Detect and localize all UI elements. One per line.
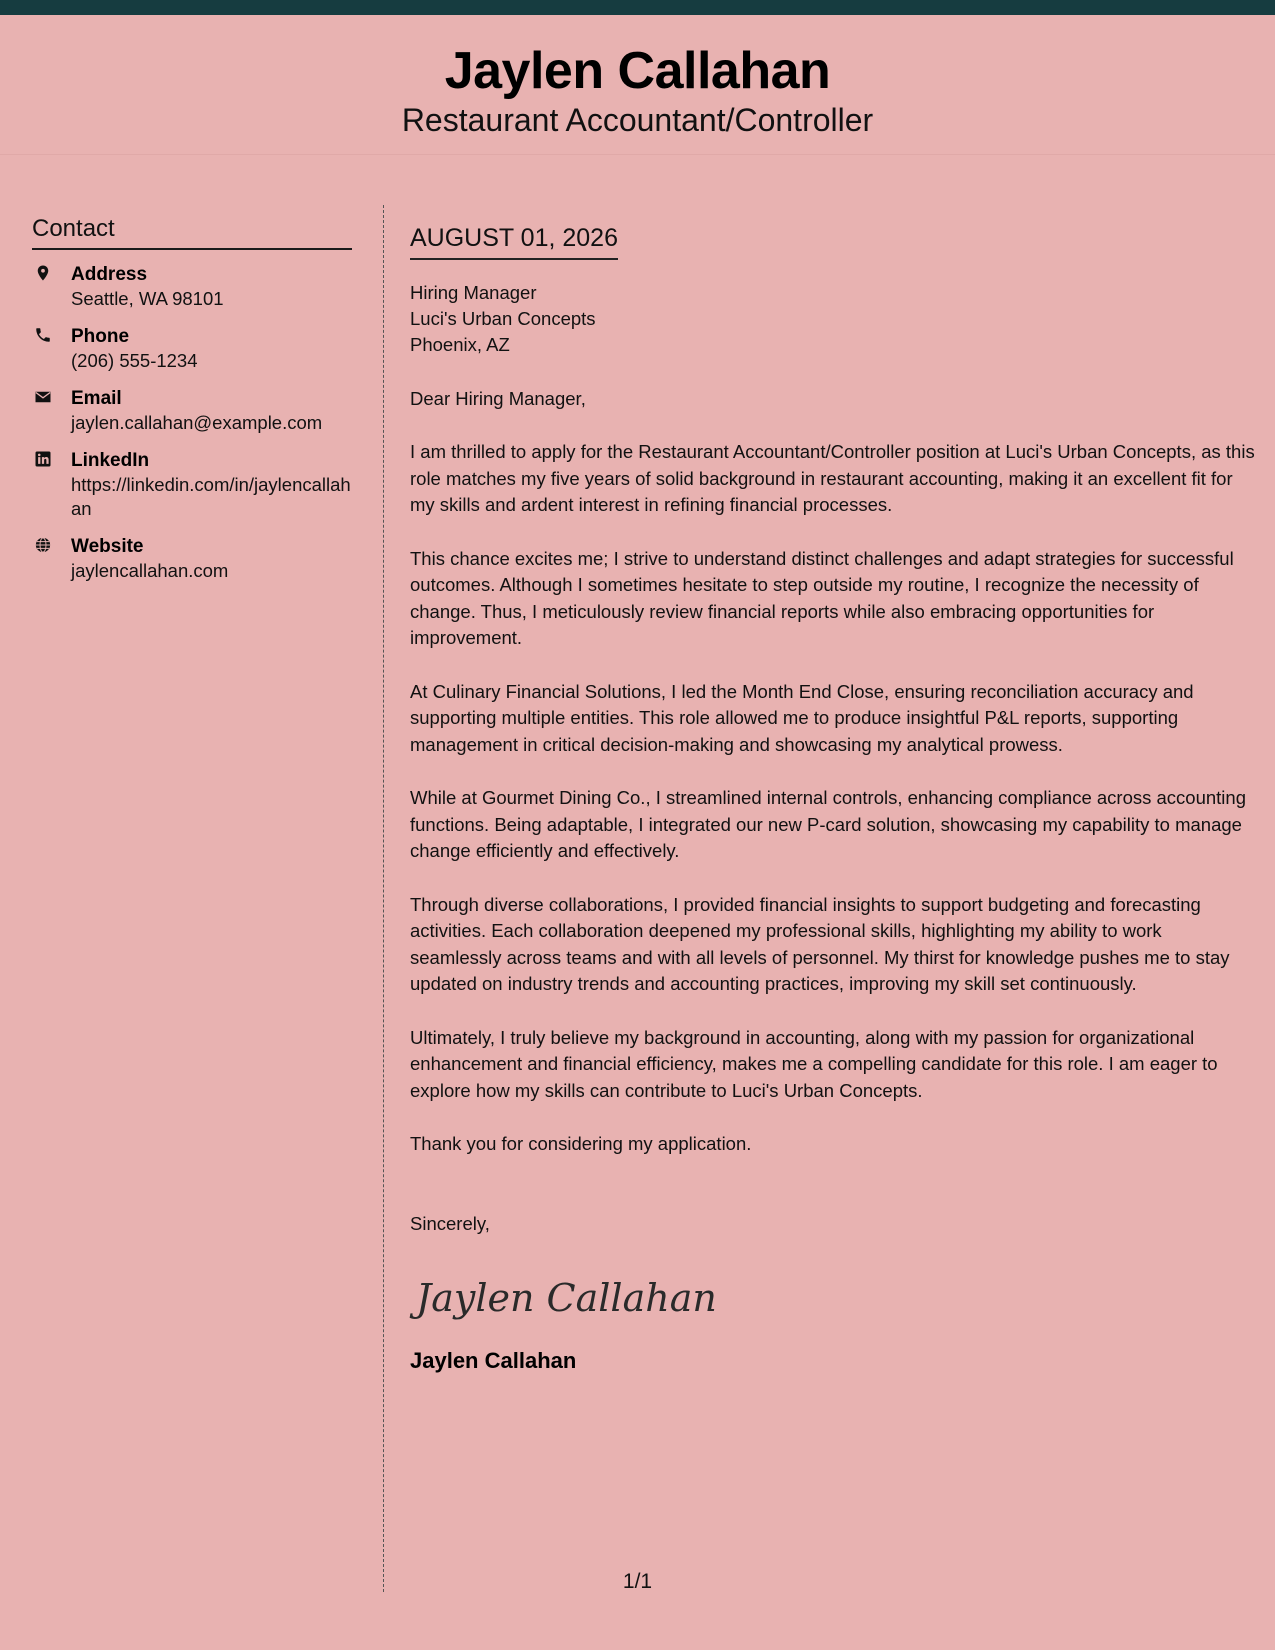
globe-icon (34, 536, 52, 554)
letter-paragraph: Ultimately, I truly believe my background in accounting, along with my passion for organizational enhancement and financial efficiency, makes me a compelling candidate for this role. I am eager to explore how my skills can contribute to Luci's Urban Concepts. (410, 1026, 1218, 1101)
contact-item-phone (32, 324, 352, 373)
letter-paragraph: I am thrilled to apply for the Restaurant Accountant/Controller position at Luci's Urban Concepts, as this role matches my five years of solid background in restaurant accounting, making it an excellent fit for my skills and ardent interest in refining financial processes. (410, 441, 1255, 515)
letter-paragraph: Through diverse collaborations, I provided financial insights to support budgeting and forecasting activities. Each collaboration deepened my professional skills, highlighting my ability to work seamlessly across teams and with all levels of personnel. My thirst for knowledge pushes me to stay updated on industry trends and accounting practices, improving my skill set continuously. (410, 893, 1230, 994)
salutation: Dear Hiring Manager, (410, 388, 586, 409)
signature-text: Jaylen Callahan (416, 1275, 717, 1320)
contact-label: Phone (71, 325, 130, 347)
map-pin-icon (34, 264, 52, 282)
contact-value: jaylen.callahan@example.com (71, 411, 323, 433)
column-divider (383, 205, 384, 1592)
contact-value: (206) 555-1234 (71, 349, 198, 371)
letter-paragraph: At Culinary Financial Solutions, I led the Month End Close, ensuring reconciliation accuracy and supporting multiple entities. This role allowed me to produce insightful P&L reports, supporting management in critical decision-making and showcasing my analytical prowess. (410, 680, 1194, 755)
signed-name: Jaylen Callahan (410, 1347, 577, 1373)
resume-header (0, 15, 1275, 155)
contact-item-linkedin (32, 448, 352, 521)
contact-value[interactable]: https://linkedin.com/in/jaylencallahan (71, 473, 351, 519)
job-title: Restaurant Accountant/Controller (401, 102, 874, 138)
linkedin-icon (34, 450, 52, 468)
letter-paragraph: Thank you for considering my application. (410, 1133, 752, 1154)
contact-label: Address (71, 263, 148, 285)
letter-paragraph: This chance excites me; I strive to understand distinct challenges and adapt strategies for successful outcomes. Although I sometimes hesitate to step outside my routine, I recognize the necessity of change. Thus, I meticulously review financial reports while also embracing opportunities for improvement. (410, 547, 1234, 648)
contact-item-address (32, 262, 352, 311)
letter-body (410, 222, 1255, 1375)
letter-paragraph: While at Gourmet Dining Co., I streamlined internal controls, enhancing compliance across accounting functions. Being adaptable, I integrated our new P-card solution, showcasing my capability to manage change efficiently and effectively. (410, 787, 1246, 861)
phone-icon (34, 326, 52, 344)
page-number: 1/1 (622, 1570, 653, 1593)
contact-label: LinkedIn (71, 449, 150, 471)
contact-label: Website (71, 535, 144, 557)
applicant-name: Jaylen Callahan (444, 42, 831, 100)
contact-item-website (32, 534, 352, 583)
recipient-line: Hiring Manager (410, 282, 537, 303)
contact-value: Seattle, WA 98101 (71, 287, 224, 309)
contact-item-email (32, 386, 352, 435)
contact-value[interactable]: jaylencallahan.com (71, 559, 229, 581)
contact-heading: Contact (32, 215, 352, 250)
closing: Sincerely, (410, 1212, 490, 1234)
recipient-block (410, 280, 1255, 358)
contact-label: Email (71, 387, 122, 409)
signature-image (410, 1267, 1255, 1327)
top-accent-bar (0, 0, 1275, 15)
recipient-line: Phoenix, AZ (410, 334, 510, 355)
letter-date: AUGUST 01, 2026 (410, 222, 618, 260)
envelope-icon (34, 388, 52, 406)
recipient-line: Luci's Urban Concepts (410, 308, 596, 329)
contact-sidebar (32, 215, 352, 596)
